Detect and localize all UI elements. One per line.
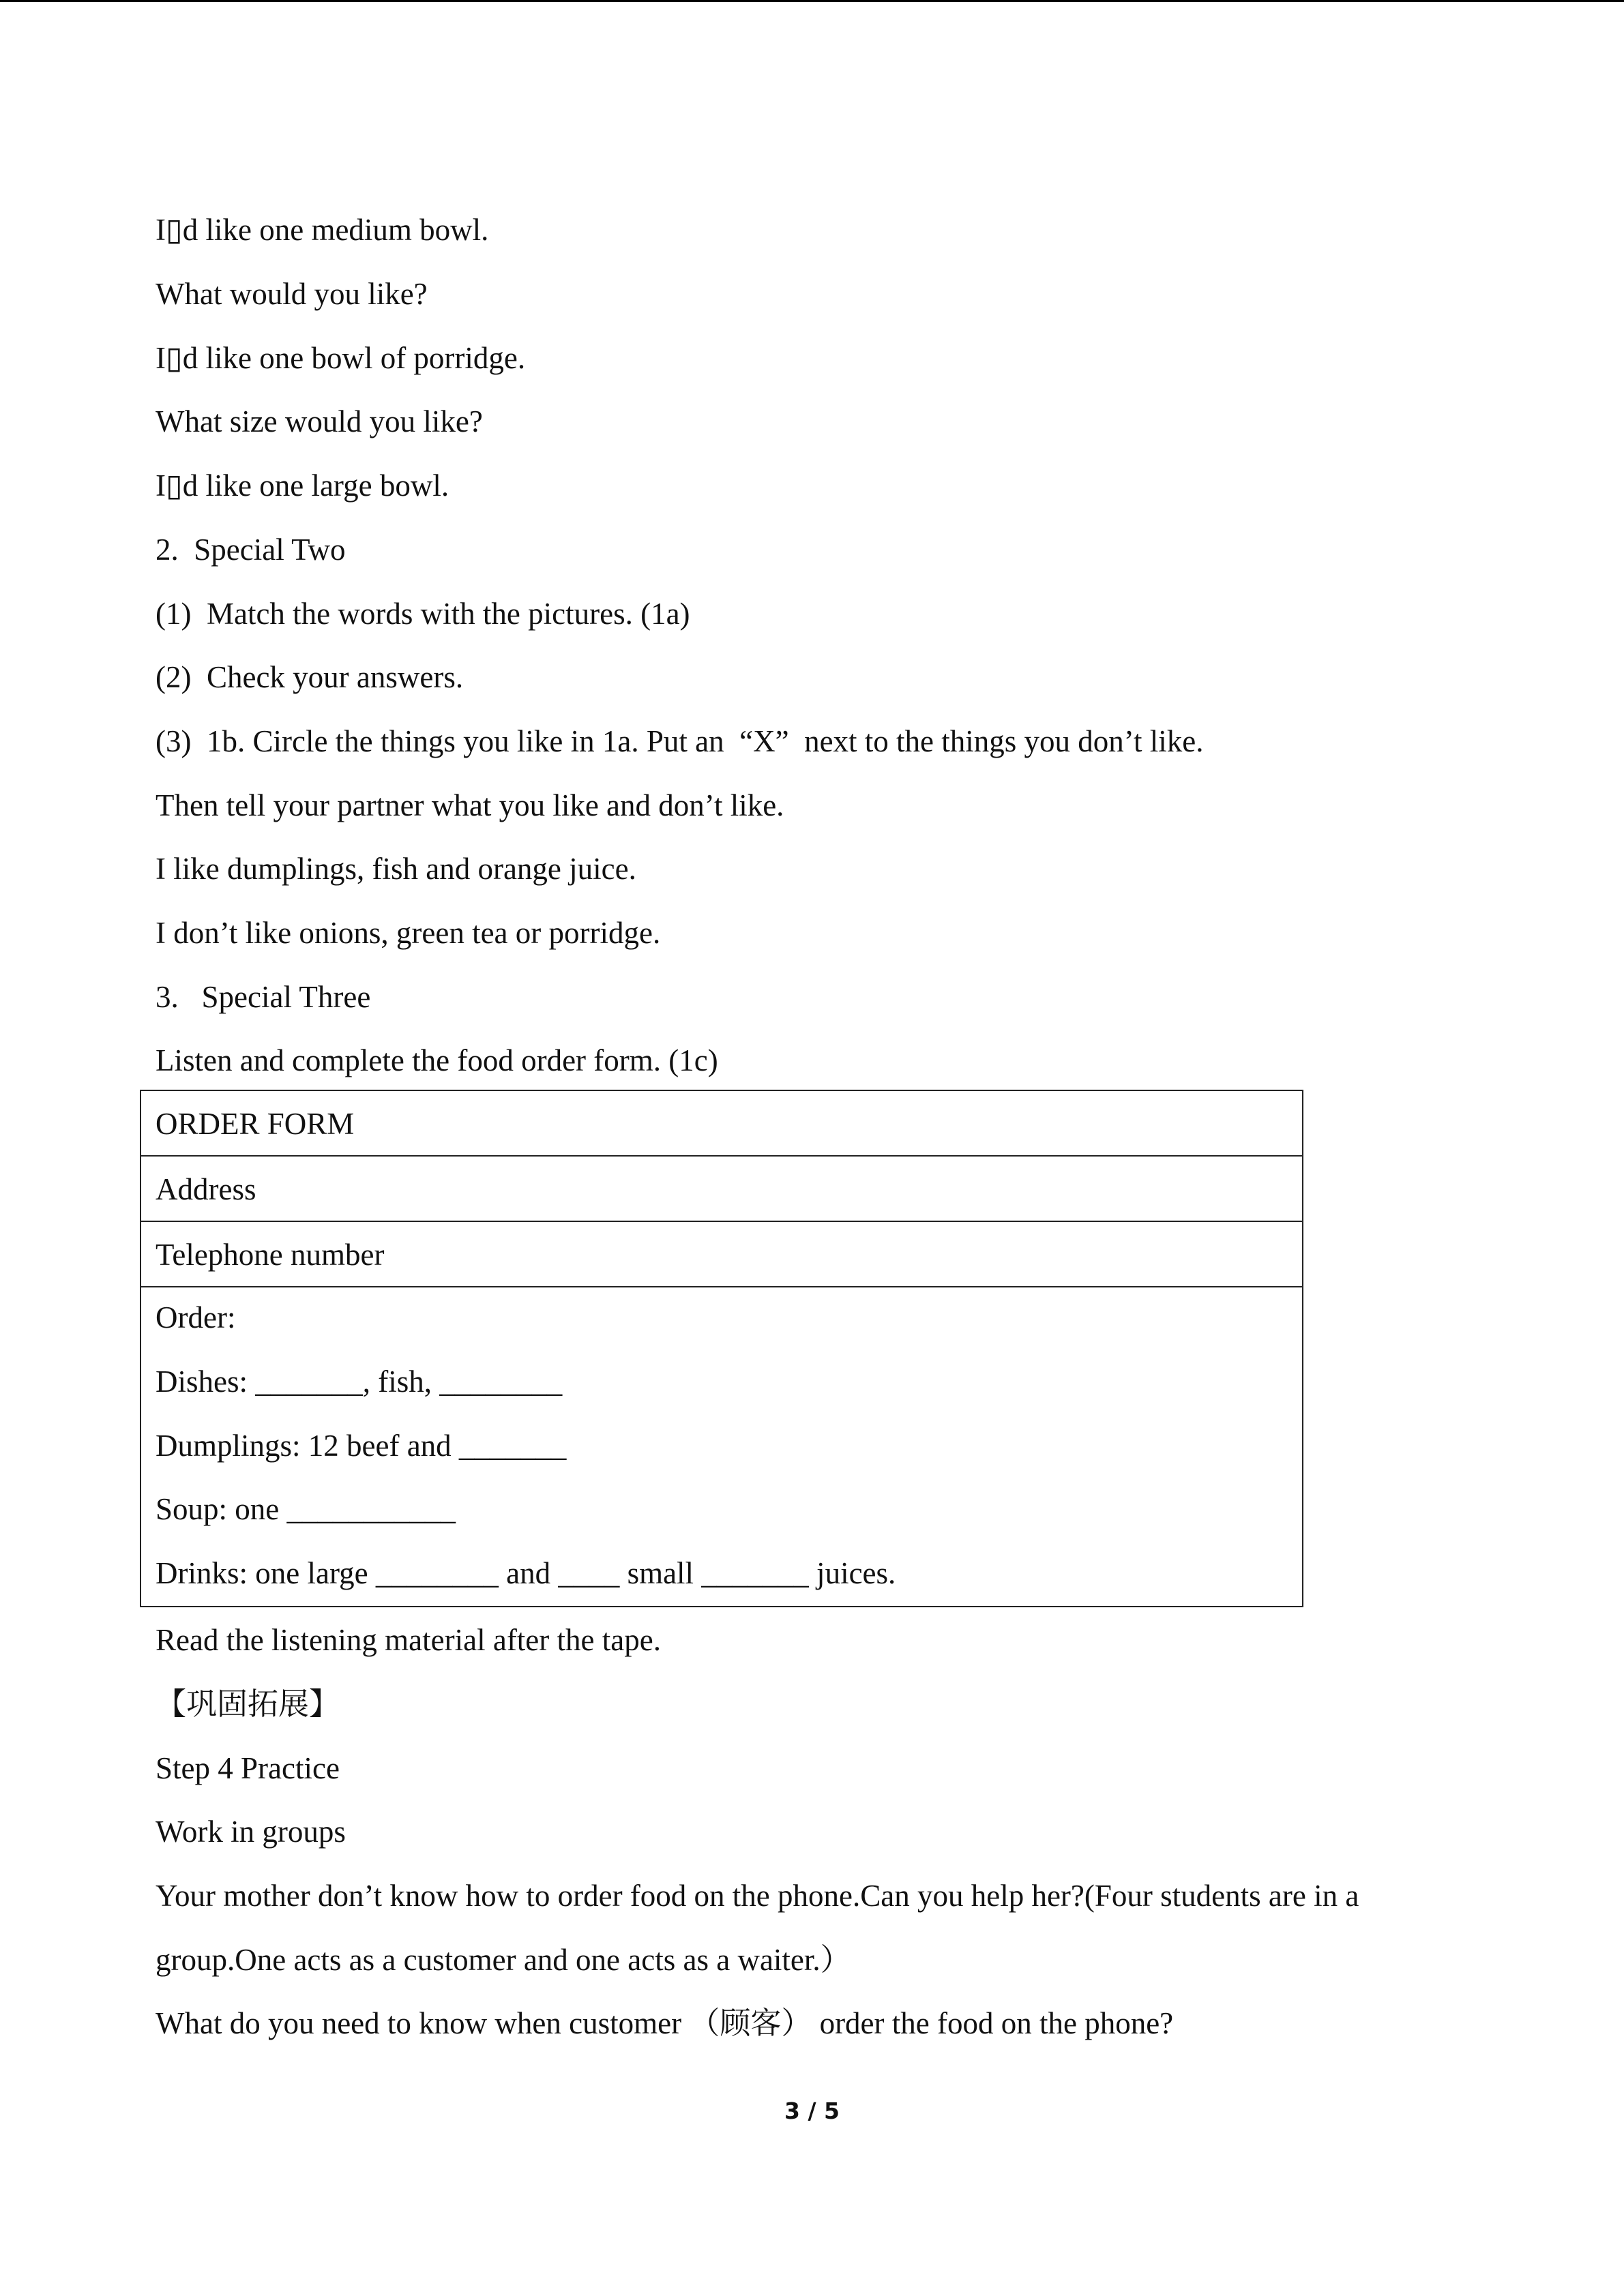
order-line-dumplings: Dumplings: 12 beef and _______ [156, 1429, 567, 1463]
text-line: I▯d like one large bowl. [156, 468, 449, 503]
order-form-order-row [141, 1287, 1302, 1606]
text-line: I▯d like one medium bowl. [156, 213, 489, 247]
address-label: Address [156, 1172, 256, 1206]
telephone-label: Telephone number [156, 1238, 385, 1272]
order-form-title: ORDER FORM [156, 1107, 355, 1141]
text-line: Your mother don’t know how to order food on the phone.Can you help her?(Four students are in a [156, 1879, 1359, 1913]
order-line-dishes: Dishes: _______, fish, ________ [156, 1365, 563, 1399]
text-line: (3) 1b. Circle the things you like in 1a. Put an “X” next to the things you don’t like. [156, 724, 1204, 758]
text-line: Then tell your partner what you like and don’t like. [156, 788, 784, 822]
section-heading: 2. Special Two [156, 533, 346, 567]
text-line: I▯d like one bowl of porridge. [156, 341, 526, 375]
text-line: (2) Check your answers. [156, 660, 464, 694]
text-line: What do you need to know when customer （顾客） order the food on the phone? [156, 2006, 1174, 2040]
text-line: Read the listening material after the tape. [156, 1623, 661, 1657]
text-line: Listen and complete the food order form. (1c) [156, 1043, 718, 1077]
order-form-table [140, 1090, 1303, 1607]
text-line: Work in groups [156, 1815, 346, 1849]
order-form-title-row [141, 1091, 1302, 1157]
top-border [0, 0, 1624, 2]
order-label: Order: [156, 1300, 236, 1335]
section-heading: 【巩固拓展】 [156, 1687, 340, 1721]
section-heading: 3. Special Three [156, 980, 371, 1014]
text-line: What size would you like? [156, 404, 483, 438]
text-line: group.One acts as a customer and one acts as a waiter.） [156, 1943, 851, 1977]
text-line: I like dumplings, fish and orange juice. [156, 852, 636, 886]
order-form-phone-row [141, 1222, 1302, 1287]
order-line-drinks: Drinks: one large ________ and ____ small _______ juices. [156, 1556, 896, 1590]
text-line: Step 4 Practice [156, 1751, 340, 1785]
text-line: (1) Match the words with the pictures. (1a) [156, 597, 690, 631]
text-line: What would you like? [156, 277, 428, 311]
page-number: 3 / 5 [784, 2098, 840, 2124]
order-line-soup: Soup: one ___________ [156, 1492, 456, 1526]
order-form-address-row [141, 1157, 1302, 1222]
text-line: I don’t like onions, green tea or porridge. [156, 916, 661, 950]
